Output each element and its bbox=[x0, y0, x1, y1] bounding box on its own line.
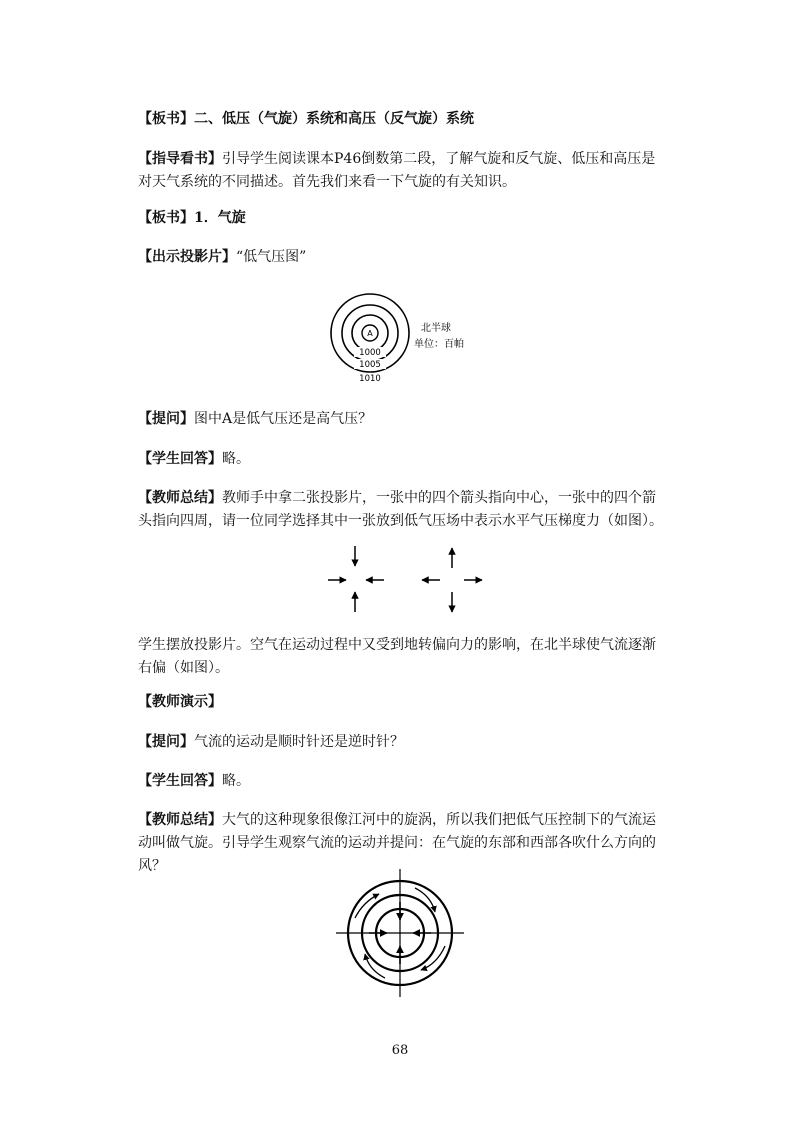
guide-reading-tag: 【指导看书】 bbox=[138, 151, 222, 167]
cyclone-airflow-figure bbox=[333, 866, 467, 1000]
page-number: 68 bbox=[391, 1043, 409, 1058]
answer-1-paragraph bbox=[138, 448, 668, 471]
teacher-summary-1-text: 教师手中拿二张投影片，一张中的四个箭头指向中心，一张中的四个箭头指向四周，请一位同学选择其中一张放到低气压场中表示水平气压梯度力（如图）。 bbox=[138, 490, 663, 529]
board-1-text: 1．气旋 bbox=[194, 210, 246, 226]
board-1-tag: 【板书】 bbox=[138, 210, 194, 226]
pressure-gradient-arrows-figure bbox=[318, 540, 488, 618]
teacher-demo-tag: 【教师演示】 bbox=[138, 694, 222, 710]
isobar-label-1000: 1000 bbox=[359, 348, 381, 358]
question-1-tag: 【提问】 bbox=[138, 411, 194, 427]
question-2-text: 气流的运动是顺时针还是逆时针？ bbox=[194, 734, 404, 750]
teacher-summary-1-paragraph bbox=[138, 487, 668, 533]
center-label: A bbox=[367, 329, 373, 338]
student-slide-paragraph: 学生摆放投影片。空气在运动过程中又受到地转偏向力的影响，在北半球使气流逐渐右偏（如图）。 bbox=[138, 637, 656, 676]
teacher-summary-1-tag: 【教师总结】 bbox=[138, 490, 222, 506]
show-slide-tag: 【出示投影片】 bbox=[138, 249, 236, 265]
question-1-paragraph bbox=[138, 408, 668, 431]
low-pressure-diagram bbox=[320, 285, 500, 393]
answer-2-text: 略。 bbox=[222, 773, 250, 789]
outward-arrows-panel bbox=[422, 548, 482, 612]
board-1-heading bbox=[138, 207, 668, 230]
answer-1-text: 略。 bbox=[222, 451, 250, 467]
guide-reading-text: 引导学生阅读课本P46倒数第二段，了解气旋和反气旋、低压和高压是对天气系统的不同描述。首先我们来看一下气旋的有关知识。 bbox=[138, 151, 656, 190]
guide-reading-paragraph bbox=[138, 148, 668, 194]
answer-2-paragraph bbox=[138, 770, 668, 793]
section-heading-tag: 【板书】 bbox=[138, 111, 194, 127]
teacher-summary-2-text: 大气的这种现象很像江河中的旋涡，所以我们把低气压控制下的气流运动叫做气旋。引导学生观察气流的运动并提问：在气旋的东部和西部各吹什么方向的风？ bbox=[138, 812, 656, 874]
section-heading bbox=[138, 108, 668, 131]
question-2-tag: 【提问】 bbox=[138, 734, 194, 750]
answer-2-tag: 【学生回答】 bbox=[138, 773, 222, 789]
hemisphere-label: 北半球 bbox=[421, 323, 451, 334]
section-heading-text: 二、低压（气旋）系统和高压（反气旋）系统 bbox=[194, 111, 474, 127]
unit-label: 单位：百帕 bbox=[414, 339, 464, 350]
pressure-gradient-arrows-diagram bbox=[318, 540, 488, 618]
teacher-demo-paragraph bbox=[138, 691, 668, 714]
question-2-paragraph bbox=[138, 731, 668, 754]
low-pressure-figure bbox=[320, 285, 500, 393]
show-slide-paragraph bbox=[138, 246, 668, 269]
teacher-summary-2-tag: 【教师总结】 bbox=[138, 812, 222, 828]
isobar-label-1005: 1005 bbox=[359, 360, 381, 370]
question-1-text: 图中A是低气压还是高气压？ bbox=[194, 411, 373, 427]
isobar-label-1010: 1010 bbox=[359, 374, 381, 384]
show-slide-text: “低气压图” bbox=[236, 249, 307, 265]
answer-1-tag: 【学生回答】 bbox=[138, 451, 222, 467]
inward-arrows-panel bbox=[328, 546, 384, 612]
cyclone-airflow-diagram bbox=[333, 866, 467, 1000]
